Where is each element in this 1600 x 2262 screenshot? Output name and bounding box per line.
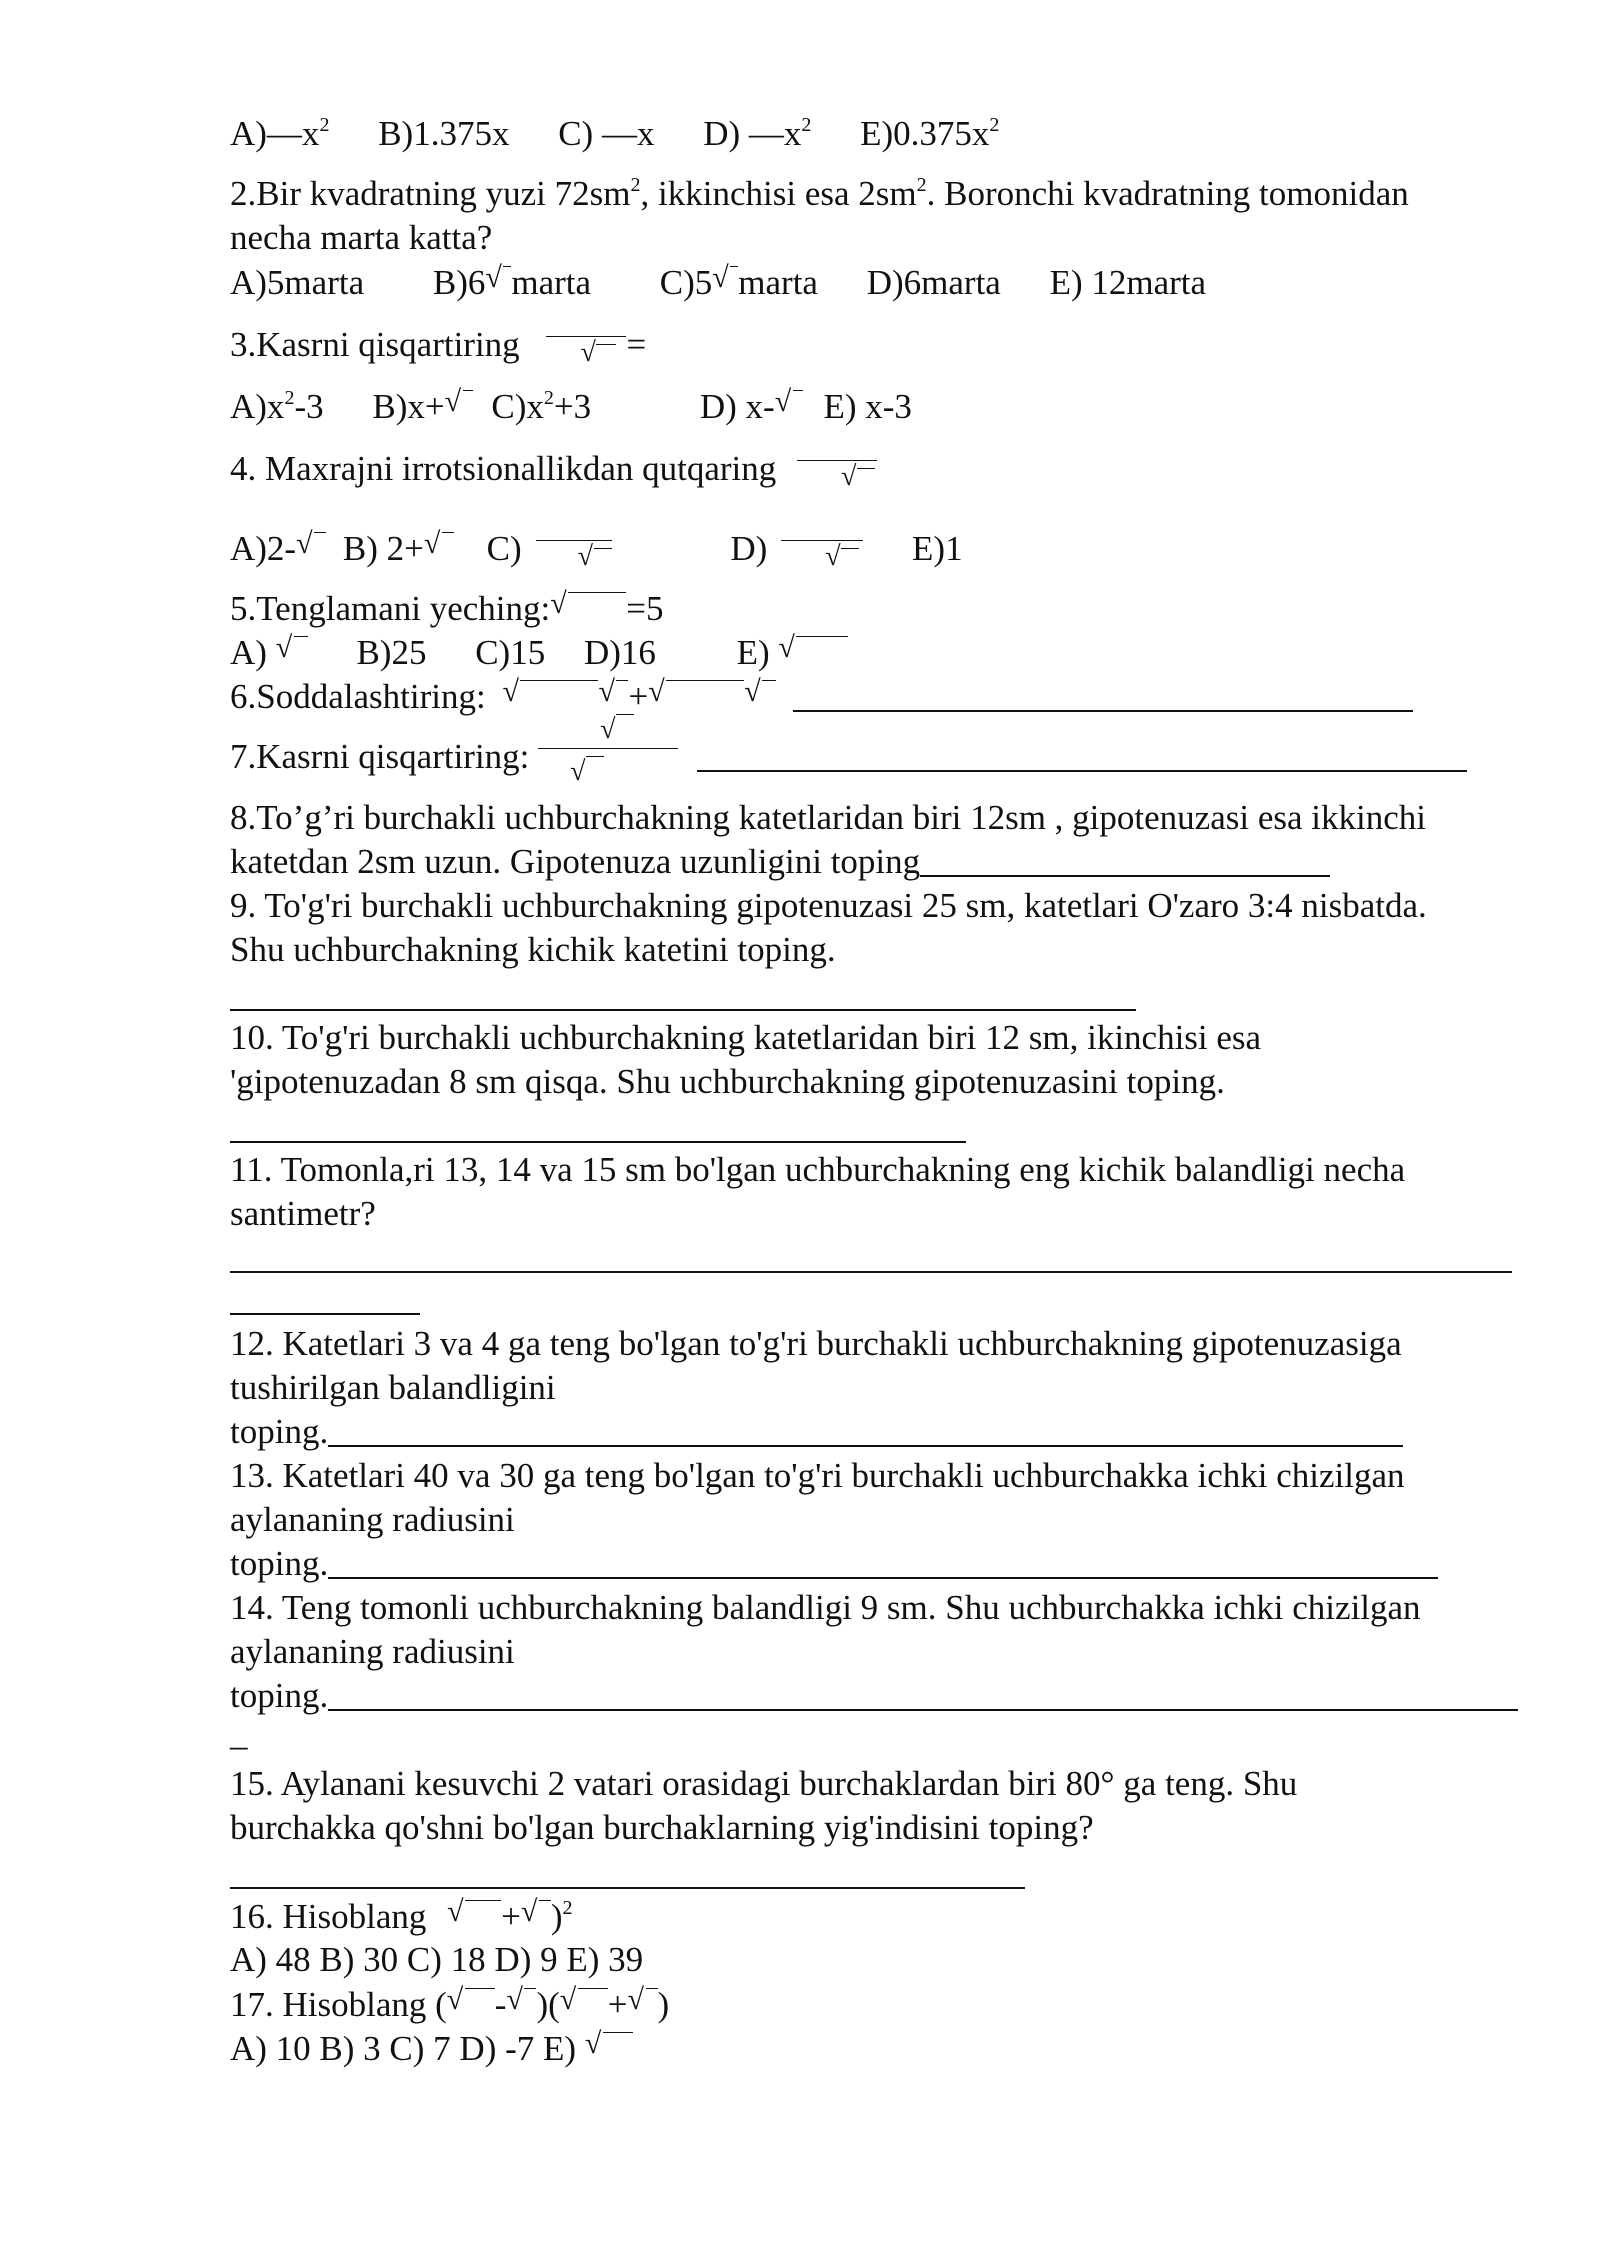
q1-option-c: C) —x <box>558 114 655 153</box>
q3-option-c: $C)x^2+3$ <box>491 387 592 426</box>
sqrt-sign: √ <box>570 756 586 787</box>
answer-line <box>230 1887 1025 1889</box>
fraction: √ <box>546 322 626 362</box>
q2-option-e: E) 12marta <box>1049 263 1207 302</box>
q3-question: 3.Kasrni qisqartiring √ = <box>230 322 646 367</box>
q8-line1: 8.To’g’ri burchakli uchburchakning katetlaridan biri 12sm , gipotenuzasi esa ikkinchi <box>230 798 1426 837</box>
q3-option-d: D) x- √ <box>700 384 803 429</box>
q5-option-d: D)16 <box>583 633 656 672</box>
q1-option-b: B)1.375x <box>378 114 510 153</box>
q2-option-d: D)6marta <box>866 263 1001 302</box>
sqrt-sign: √ <box>276 630 308 670</box>
sqrt-sign: √ <box>775 384 803 424</box>
q13-line3: toping. <box>230 1542 1438 1586</box>
q3-option-b: B)x+ √ <box>372 384 472 429</box>
q3-options <box>230 384 912 429</box>
fraction <box>538 714 678 787</box>
q1-option-e: $E)0.375x^2$ <box>860 114 1000 153</box>
q4-option-e: E)1 <box>912 529 963 568</box>
q2-option-b: B)6 √ marta <box>432 261 592 302</box>
sqrt-sign: √ <box>585 2026 633 2066</box>
q12-line2: tushirilgan balandligini <box>230 1368 556 1407</box>
q15-line1: 15. Aylanani kesuvchi 2 vatari orasidagi burchaklardan biri 80° ga teng. Shu <box>230 1764 1298 1803</box>
q2-option-a: A)5marta <box>230 263 365 302</box>
q5-options <box>230 630 848 675</box>
answer-blank <box>328 1415 1403 1447</box>
q2-line2: necha marta katta? <box>230 218 493 257</box>
q9-line2: Shu uchburchakning kichik katetini toping. <box>230 930 836 969</box>
sqrt-sign: √ <box>560 1982 608 2022</box>
q4-question: 4. Maxrajni irrotsionallikdan qutqaring √ <box>230 446 877 491</box>
sqrt-sign: √ <box>447 1982 495 2022</box>
q2-options <box>230 260 1206 305</box>
sqrt-sign: √ <box>521 1894 551 1934</box>
sqrt-sign: √ <box>744 674 776 714</box>
fraction: √ <box>536 526 612 566</box>
q6-question: 6.Soddalashtiring: √ √ + √ √ <box>230 674 1413 719</box>
q11-line2: santimetr? <box>230 1194 376 1233</box>
q9-line1: 9. To'g'ri burchakli uchburchakning gipotenuzasi 25 sm, katetlari O'zaro 3:4 nisbatda. <box>230 886 1427 925</box>
q8-line2: katetdan 2sm uzun. Gipotenuza uzunligini toping <box>230 840 1330 884</box>
q2-line1: 2.Bir kvadratning yuzi $72sm^2$, ikkinchisi esa $2sm^2$. Boronchi kvadratning tomonidan <box>230 174 1409 213</box>
sqrt-sign: √ <box>598 674 628 714</box>
q14-line2: aylananing radiusini <box>230 1632 515 1671</box>
q13-line2: aylananing radiusini <box>230 1500 515 1539</box>
q1-options <box>230 112 999 156</box>
q4-option-c: C) √ <box>487 526 612 571</box>
q3-option-e: E) x-3 <box>823 387 912 426</box>
answer-line <box>230 1141 966 1143</box>
answer-blank <box>920 845 1330 877</box>
answer-line <box>230 1009 1136 1011</box>
q10-line1: 10. To'g'ri burchakli uchburchakning katetlaridan biri 12 sm, ikinchisi esa <box>230 1018 1262 1057</box>
q5-option-e: E) √ <box>737 630 849 675</box>
sqrt-sign: √ <box>648 674 744 714</box>
fraction: √ <box>797 446 877 486</box>
answer-blank <box>328 1679 1518 1711</box>
q4-option-a: A)2- √ <box>230 526 326 571</box>
sqrt-sign: √ <box>502 674 598 714</box>
sqrt-sign: √ <box>778 630 848 670</box>
q4-options <box>230 526 963 571</box>
sqrt-sign: √ <box>485 260 511 300</box>
sqrt-sign: √ <box>506 1982 536 2022</box>
q17-question: 17. Hisoblang ( √ - √ )( √ + √ ) <box>230 1983 670 2024</box>
answer-blank <box>793 680 1413 712</box>
q12-line3: toping. <box>230 1410 1403 1454</box>
q5-question: 5.Tenglamani yeching: √ =5 <box>230 587 664 628</box>
sqrt-sign: √ <box>550 586 626 626</box>
q1-option-d: D) $—x^2$ <box>703 114 812 153</box>
answer-blank <box>697 740 1467 772</box>
sqrt-sign: √ <box>600 714 616 745</box>
q16-question: 16. Hisoblang √ + √ )$^2$ <box>230 1895 573 1936</box>
q4-option-b: B) 2+ √ <box>343 526 454 571</box>
q5-option-b: B)25 <box>356 633 427 672</box>
q16-options: A) 48 B) 30 C) 18 D) 9 E) 39 <box>230 1940 644 1979</box>
sqrt-sign: √ <box>445 384 473 424</box>
fraction: √ <box>781 526 863 566</box>
q17-options: A) 10 B) 3 C) 7 D) -7 E) √ <box>230 2026 633 2071</box>
sqrt-sign: √ <box>712 260 738 300</box>
q3-option-a: $A)x^2-3$ <box>230 387 324 426</box>
answer-blank <box>328 1547 1438 1579</box>
sqrt-sign: √ <box>424 526 454 566</box>
sqrt-sign: √ <box>447 1894 501 1934</box>
q7-question: 7.Kasrni qisqartiring: √ √ <box>230 734 1467 779</box>
q14-line1: 14. Teng tomonli uchburchakning balandligi 9 sm. Shu uchburchakka ichki chizilgan <box>230 1588 1421 1627</box>
q14-tail: _ <box>230 1714 248 1753</box>
q4-option-d: D) √ <box>730 526 863 571</box>
q15-line2: burchakka qo'shni bo'lgan burchaklarning yig'indisini toping? <box>230 1808 1094 1847</box>
sqrt-sign: √ <box>296 526 326 566</box>
q1-option-a: $A)—x^2$ <box>230 114 330 153</box>
q10-line2: 'gipotenuzadan 8 sm qisqa. Shu uchburchakning gipotenuzasini toping. <box>230 1062 1225 1101</box>
q12-line1: 12. Katetlari 3 va 4 ga teng bo'lgan to'g'ri burchakli uchburchakning gipotenuzasiga <box>230 1324 1402 1363</box>
q13-line1: 13. Katetlari 40 va 30 ga teng bo'lgan to'g'ri burchakli uchburchakka ichki chizilgan <box>230 1456 1405 1495</box>
q11-line1: 11. Tomonla,ri 13, 14 va 15 sm bo'lgan uchburchakning eng kichik balandligi necha <box>230 1150 1406 1189</box>
answer-line <box>230 1313 420 1315</box>
q5-option-c: C)15 <box>475 633 546 672</box>
q14-line3: toping. <box>230 1674 1518 1718</box>
q5-option-a: A) √ <box>230 630 308 675</box>
answer-line <box>230 1271 1512 1273</box>
q2-option-c: C)5 √ marta <box>659 261 818 302</box>
sqrt-sign: √ <box>628 1982 658 2022</box>
